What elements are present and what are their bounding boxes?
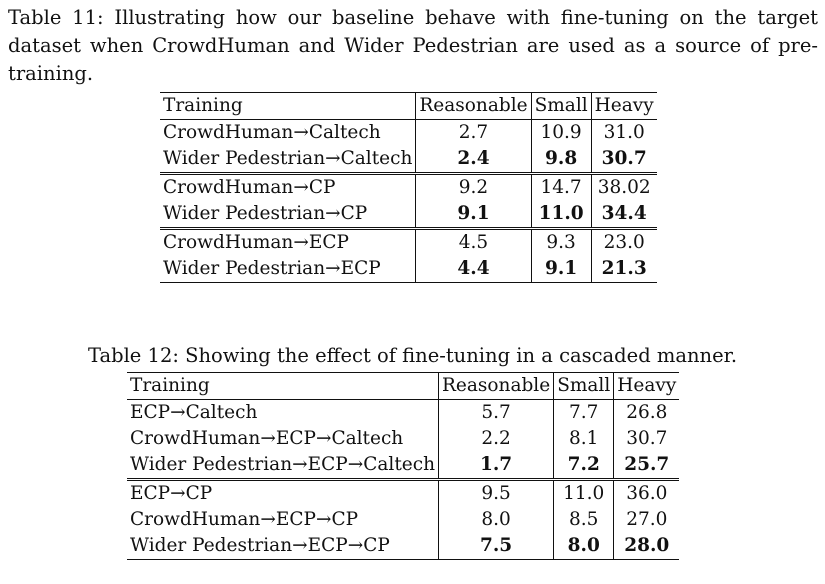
header-heavy: Heavy [591,93,657,120]
cell-reasonable: 1.7 [438,452,553,480]
cell-training: CrowdHuman→ECP→CP [130,509,359,530]
cell-heavy: 28.0 [614,533,680,560]
cell-small: 11.0 [554,480,614,508]
cell-training: CrowdHuman→ECP [163,232,349,253]
table-row [127,400,679,427]
header-training: Training [127,373,438,400]
cell-small: 9.3 [531,229,591,257]
table-12-caption: Table 12: Showing the effect of fine-tuning in a cascaded manner. [87,344,738,367]
cell-small: 8.1 [554,426,614,452]
cell-training: Wider Pedestrian→ECP [160,256,416,283]
table-header-row [160,93,657,120]
cell-small: 11.0 [531,201,591,229]
cell-reasonable: 4.4 [416,256,531,283]
cell-small: 10.9 [531,120,591,147]
table-row [127,507,679,533]
cell-small: 7.7 [554,400,614,427]
header-small: Small [531,93,591,120]
cell-reasonable: 7.5 [438,533,553,560]
cell-heavy: 26.8 [614,400,680,427]
table-row [160,174,657,202]
cell-training: Wider Pedestrian→CP [160,201,416,229]
cell-heavy: 34.4 [591,201,657,229]
cell-reasonable: 8.0 [438,507,553,533]
header-small: Small [554,373,614,400]
cell-heavy: 27.0 [614,507,680,533]
cell-small: 9.8 [531,146,591,174]
cell-training: CrowdHuman→CP [163,177,336,198]
cell-reasonable: 9.1 [416,201,531,229]
header-reasonable: Reasonable [416,93,531,120]
cell-heavy: 38.02 [591,174,657,202]
table-11 [160,92,657,283]
table-row [160,229,657,257]
cell-small: 7.2 [554,452,614,480]
cell-training: ECP→CP [130,483,213,504]
cell-reasonable: 2.7 [416,120,531,147]
header-reasonable: Reasonable [438,373,553,400]
cell-training: CrowdHuman→ECP→Caltech [130,428,404,449]
table-row [127,480,679,508]
table-row [160,146,657,174]
cell-training: Wider Pedestrian→Caltech [160,146,416,174]
cell-reasonable: 2.4 [416,146,531,174]
cell-small: 14.7 [531,174,591,202]
table-row [160,120,657,147]
table-header-row [127,373,679,400]
table-11-caption: Table 11: Illustrating how our baseline behave with fine-tuning on the target dataset when CrowdHuman and Wider Pedestrian are used as a source of pre-training. [8,6,818,85]
cell-reasonable: 9.2 [416,174,531,202]
cell-training: Wider Pedestrian→ECP→CP [127,533,438,560]
header-training: Training [160,93,416,120]
cell-training: CrowdHuman→Caltech [163,122,381,143]
cell-heavy: 21.3 [591,256,657,283]
table-row [127,533,679,560]
cell-reasonable: 9.5 [438,480,553,508]
cell-small: 8.5 [554,507,614,533]
cell-reasonable: 2.2 [438,426,553,452]
cell-heavy: 36.0 [614,480,680,508]
cell-heavy: 31.0 [591,120,657,147]
cell-heavy: 25.7 [614,452,680,480]
cell-heavy: 30.7 [614,426,680,452]
cell-training: ECP→Caltech [130,402,258,423]
table-row [127,452,679,480]
table-row [160,256,657,283]
table-row [127,426,679,452]
cell-small: 8.0 [554,533,614,560]
cell-reasonable: 4.5 [416,229,531,257]
cell-training: Wider Pedestrian→ECP→Caltech [127,452,438,480]
table-row [160,201,657,229]
table-12 [127,372,679,560]
cell-reasonable: 5.7 [438,400,553,427]
header-heavy: Heavy [614,373,680,400]
cell-heavy: 23.0 [591,229,657,257]
cell-small: 9.1 [531,256,591,283]
cell-heavy: 30.7 [591,146,657,174]
